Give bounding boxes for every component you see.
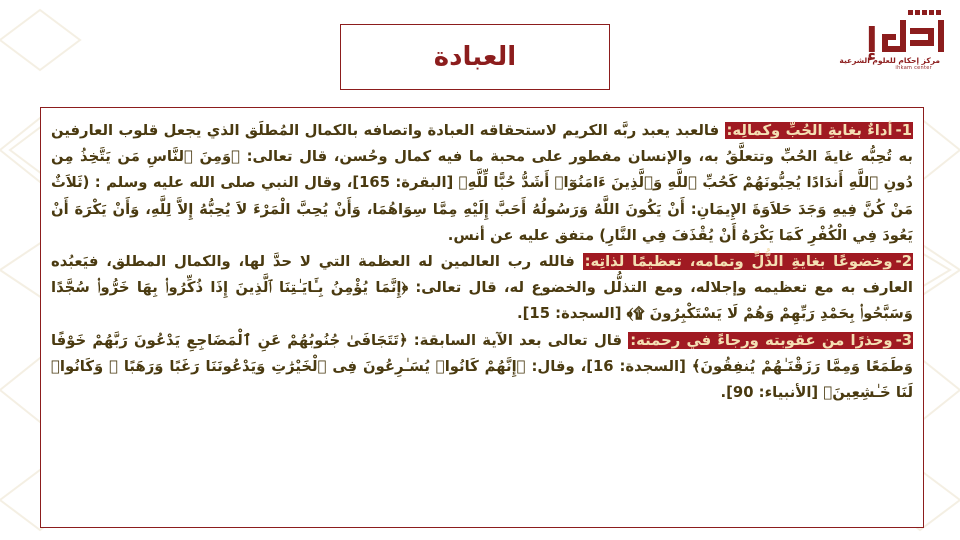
point-number: 1- — [895, 122, 912, 139]
svg-text:إ: إ — [866, 21, 878, 61]
point-1 — [51, 118, 913, 249]
logo-subtitle: ihkam center — [895, 65, 932, 71]
point-heading: وخضوعًا بغايةِ الذُّلِّ وتمامه، تعظيمًا لذاتِه: — [584, 253, 893, 271]
title-box — [340, 24, 610, 90]
point-3 — [51, 328, 913, 407]
point-number: 3- — [895, 331, 913, 349]
point-2 — [51, 249, 913, 328]
point-body: قال تعالى بعد الآية السابقة: ﴿تَتَجَافَىٰ جُنُوبُهُمْ عَنِ ٱلْمَضَاجِعِ يَدْعُونَ رَبَّهُمْ خَوْفًا وَطَمَعًا وَمِمَّا رَزَقْنَـٰهُمْ يُنفِقُونَ﴾ [السجدة: 16]، وقال: ﴿إِنَّهُمْ كَانُوا۟ يُسَـٰرِعُونَ فِى ٱلْخَيْرَٰتِ وَيَدْعُونَنَا رَغَبًا وَرَهَبًا ۖ وَكَانُوا۟ لَنَا خَـٰشِعِينَ﴾ [الأنبياء: 90]. — [51, 331, 913, 402]
point-heading: أداءٌ بغايةِ الحُبِّ وكمالِه: — [726, 122, 893, 139]
logo-caption: مركز إحكام للعلوم الشرعية — [839, 56, 940, 65]
point-heading: وحذرًا من عقوبته ورجاءً في رحمته: — [630, 331, 893, 349]
point-body: فالله رب العالمين له العظمة التي لا حدَّ لها، والكمال المطلق، فيَعبُده العارف به مع تعظيمه وإجلاله، ومع التذلُّل والخضوع له، قال تعالى: ﴿إِنَّمَا يُؤْمِنُ بِـَٔايَـٰتِنَا ٱلَّذِينَ إِذَا ذُكِّرُوا۟ بِهَا خَرُّوا۟ سُجَّدًا وَسَبَّحُوا۟ بِحَمْدِ رَبِّهِمْ وَهُمْ لَا يَسْتَكْبِرُونَ ۩﴾ [السجدة: 15]. — [51, 253, 913, 323]
content-box — [40, 107, 924, 528]
slide-title: العبادة — [433, 42, 517, 72]
content-text — [51, 118, 913, 406]
point-number: 2- — [895, 253, 912, 271]
point-body: فالعبد يعبد ربَّه الكريم لاستحقاقه العبادة واتصافه بالكمال المُطلَق الذي يجعل قلوب العارفين به تُحِبُّه غايةَ الحُبِّ وتتعلَّقُ به، والإنسان مفطور على محبة ما فيه كمال وحُسن، قال تعالى: ﴿وَمِنَ ٱلنَّاسِ مَن يَتَّخِذُ مِن دُونِ ٱللَّهِ أَندَادًا يُحِبُّونَهُمْ كَحُبِّ ٱللَّهِ وَٱلَّذِينَ ءَامَنُوٓا۟ أَشَدُّ حُبًّا لِّلَّهِ﴾ [البقرة: 165]، وقال النبي صلى الله عليه وسلم : (ثَلاَثٌ مَنْ كُنَّ فِيهِ وَجَدَ حَلاَوَةَ الإِيمَانِ: أَنْ يَكُونَ اللَّهُ وَرَسُولُهُ أَحَبَّ إِلَيْهِ مِمَّا سِوَاهُمَا، وَأَنْ يُحِبَّ الْمَرْءَ لاَ يُحِبُّهُ إِلاَّ لِلَّهِ، وَأَنْ يَكْرَهَ أَنْ يَعُودَ فِي الْكُفْرِ كَمَا يَكْرَهُ أَنْ يُقْذَفَ فِي النَّارِ) متفق عليه عن أنس. — [51, 122, 913, 244]
